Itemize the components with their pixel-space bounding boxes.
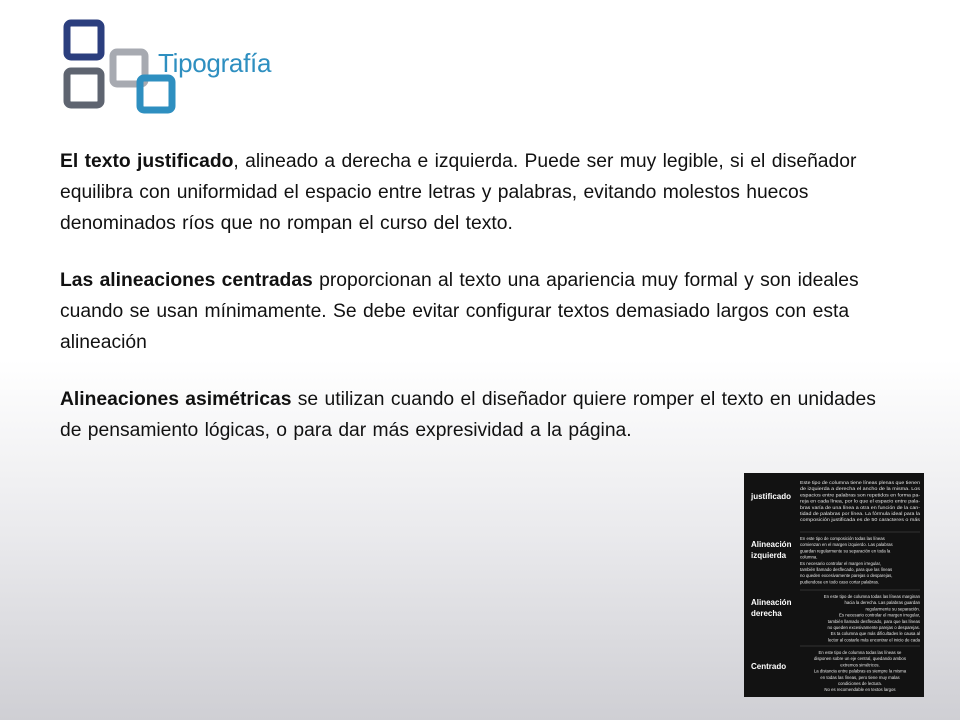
paragraph-asymmetric-bold: Alineaciones asimétricas (60, 389, 292, 410)
panel-label: derecha (751, 609, 782, 618)
panel-text-line: En este tipo de columna todas las líneas se (818, 650, 902, 655)
logo-square-darkgray (67, 71, 101, 105)
panel-text-line: Este tipo de columna tiene líneas plenas que tienen (800, 480, 921, 485)
alignment-examples-panel (744, 473, 924, 697)
panel-text-line: pudiendose en todo caso cortar palabras. (800, 579, 880, 585)
panel-text-line: espacios entre palabras son repetidos en forma pa- (800, 492, 921, 498)
paragraph-justified (60, 146, 880, 239)
panel-text-line: lector al costarle más encontrar el inicio de cada (828, 637, 920, 643)
paragraph-asymmetric-text: se utilizan cuando el diseñador quiere romper el texto en unidades de pensamiento lógicas, o para dar más expresividad a la página. (60, 389, 876, 441)
paragraph-centered (60, 265, 880, 358)
paragraph-justified-text: , alineado a derecha e izquierda. Puede ser muy legible, si el diseñador equilibra con uniformidad el espacio entre letras y palabras, evitando molestos huecos denominados ríos que no rompan el curso del texto. (60, 151, 857, 234)
alignment-examples-image (744, 473, 924, 697)
panel-text-line: de izquierda a derecha el ancho de la misma. Los (800, 486, 920, 492)
panel-text-line: reja en cada línea, por lo que el espacio entre pala- (800, 498, 921, 504)
panel-text-line: composición justificada es de 50 caracteres o más (800, 517, 920, 523)
panel-label: Centrado (751, 662, 787, 671)
panel-text-line: también llamado desflecado, para que las líneas (827, 618, 920, 624)
panel-text-line: no queden excesivamente parejas o desparejas, (800, 573, 893, 579)
panel-text-line: disponen sobre un eje central, quedando ambos (814, 656, 906, 662)
panel-label: justificado (751, 492, 792, 501)
panel-text-line: La distancia entre palabras es siempre la misma (813, 668, 907, 674)
paragraph-justified-bold: El texto justificado (60, 151, 234, 172)
panel-text-line: Es necesario controlar el margen irregular, (839, 612, 920, 618)
panel-text-line: también llamado desflecado, para que las líneas (800, 567, 893, 572)
panel-text-line: En este tipo de composición todas las líneas (800, 536, 885, 541)
paragraph-centered-bold: Las alineaciones centradas (60, 270, 313, 291)
logo-title: Tipografía (158, 48, 272, 78)
logo-square-navy (67, 23, 101, 57)
panel-text-line: hacia la derecha. Las palabras guardan (844, 600, 920, 606)
panel-text-line: En este tipo de columna todas las líneas marginan (823, 594, 920, 599)
paragraph-asymmetric (60, 384, 880, 446)
logo (60, 16, 300, 126)
panel-text-line: No es recomendable en textos largos (824, 687, 896, 693)
panel-text-line: comienzan en el margen izquierdo. Las palabras (800, 542, 893, 548)
panel-text-line: bras varía de una línea a otra en función de la can- (800, 504, 921, 510)
panel-text-line: guardan regularmente su separación en toda la (800, 548, 891, 554)
panel-label: izquierda (751, 551, 787, 560)
panel-text-line: condiciones de lectura. (838, 681, 882, 686)
panel-label: Alineación (751, 598, 792, 607)
panel-text-line: tidad de palabras por línea. La fórmula ideal para la (800, 511, 921, 516)
panel-text-line: en todas las líneas, pero tiene muy malas (820, 674, 900, 680)
panel-text-line: Es ta columna que más dificultades le causa al (830, 631, 920, 637)
panel-text-line: columna. (800, 554, 818, 560)
panel-text-line: regularmente su separación. (865, 606, 920, 612)
panel-text-line: Es necesario controlar el margen irregular, (800, 560, 881, 566)
paragraph-centered-text: proporcionan al texto una apariencia muy formal y son ideales cuando se usan mínimamente. Se debe evitar configurar textos demasiado largos con esta alineación (60, 270, 859, 353)
panel-text-line: no queden excesivamente parejas o desparejas. (827, 625, 920, 630)
panel-text-line: extremos simétricos. (840, 662, 880, 668)
panel-label: Alineación (751, 540, 792, 549)
main-content (60, 146, 880, 472)
